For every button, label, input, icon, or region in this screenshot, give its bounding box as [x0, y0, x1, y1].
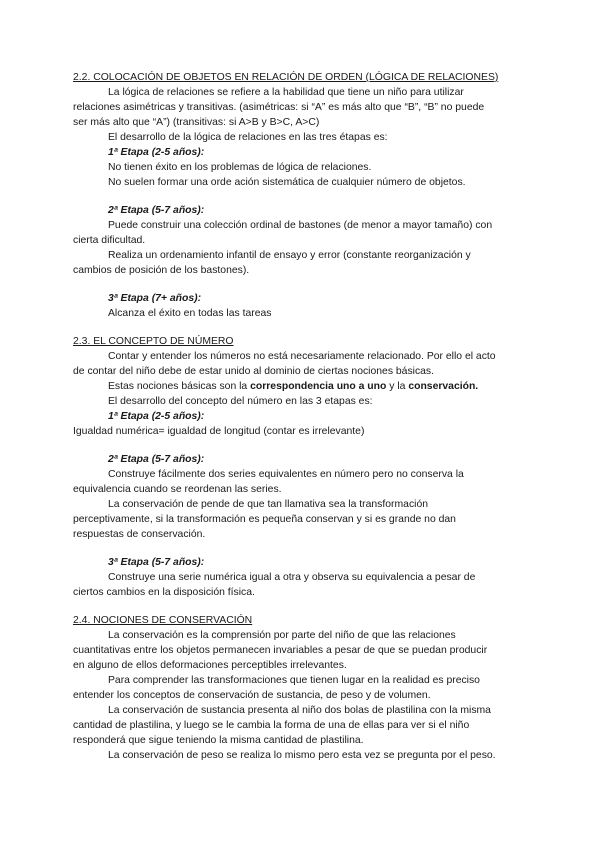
text-line: Igualdad numérica= igualdad de longitud (contar es irrelevante) [73, 426, 365, 437]
text-line: perceptivamente, si la transformación es pequeña conservan y si es grande no dan [73, 514, 456, 525]
text-line: La conservación es la comprensión por parte del niño de que las relaciones [108, 630, 456, 641]
stage-title: 2ª Etapa (5-7 años): [108, 454, 205, 465]
text-line: de contar del niño debe de estar unido al dominio de ciertas nociones básicas. [73, 366, 435, 377]
text-line: Para comprender las transformaciones que tienen lugar en la realidad es preciso [108, 675, 480, 686]
text-line: ser más alto que “A”) (transitivas: si A>B y B>C, A>C) [73, 117, 320, 128]
text-line: en alguno de ellos deformaciones perceptibles irrelevantes. [73, 660, 347, 671]
stage-title: 1ª Etapa (2-5 años): [108, 411, 205, 422]
section-heading: 2.2. COLOCACIÓN DE OBJETOS EN RELACIÓN DE ORDEN (LÓGICA DE RELACIONES) [73, 72, 499, 83]
section-heading: 2.3. EL CONCEPTO DE NÚMERO [73, 336, 234, 347]
text-line: Construye una serie numérica igual a otra y observa su equivalencia a pesar de [108, 572, 476, 583]
text-line: Alcanza el éxito en todas las tareas [108, 308, 272, 319]
text-run: y la [386, 381, 409, 392]
text-line: No tienen éxito en los problemas de lógica de relaciones. [108, 162, 372, 173]
stage-title: 3ª Etapa (7+ años): [108, 293, 202, 304]
text-line: La conservación de pende de que tan llamativa sea la transformación [108, 499, 428, 510]
text-line: No suelen formar una orde ación sistemática de cualquier número de objetos. [108, 177, 466, 188]
stage-title: 1ª Etapa (2-5 años): [108, 147, 205, 158]
text-line: relaciones asimétricas y transitivas. (asimétricas: si “A” es más alto que “B”, “B” no puede [73, 102, 485, 113]
text-line: cuantitativas entre los objetos permanecen invariables a pesar de que se puedan producir [73, 645, 488, 656]
section-2-3 [73, 334, 533, 439]
text-line: La conservación de sustancia presenta al niño dos bolas de plastilina con la misma [108, 705, 491, 716]
text-line: Puede construir una colección ordinal de bastones (de menor a mayor tamaño) con [108, 220, 493, 231]
section-heading: 2.4. NOCIONES DE CONSERVACIÓN [73, 615, 253, 626]
text-line: La lógica de relaciones se refiere a la habilidad que tiene un niño para utilizar [108, 87, 464, 98]
stage-3-block [73, 555, 533, 600]
text-line: cierta dificultad. [73, 235, 146, 246]
stage-title: 2ª Etapa (5-7 años): [108, 205, 205, 216]
text-line: Construye fácilmente dos series equivalentes en número pero no conserva la [108, 469, 464, 480]
text-line: responderá que sigue teniendo la misma cantidad de plastilina. [73, 735, 364, 746]
section-2-2 [73, 70, 533, 190]
text-line: El desarrollo de la lógica de relaciones en las tres étapas es: [108, 132, 388, 143]
text-line: Contar y entender los números no está necesariamente relacionado. Por ello el acto [108, 351, 496, 362]
text-line: cambios de posición de los bastones). [73, 265, 250, 276]
text-line: La conservación de peso se realiza lo mismo pero esta vez se pregunta por el peso. [108, 750, 496, 761]
text-line: ciertos cambios en la disposición física. [73, 587, 255, 598]
text-line: El desarrollo del concepto del número en las 3 etapas es: [108, 396, 373, 407]
text-line: Realiza un ordenamiento infantil de ensayo y error (constante reorganización y [108, 250, 471, 261]
stage-2-block [73, 203, 533, 278]
text-line: entender los conceptos de conservación de sustancia, de peso y de volumen. [73, 690, 431, 701]
stage-3-block [73, 291, 533, 321]
text-line: cantidad de plastilina, y luego se le cambia la forma de una de ellas para ver si el niño [73, 720, 470, 731]
stage-2-block [73, 452, 533, 542]
text-line: respuestas de conservación. [73, 529, 206, 540]
text-line: equivalencia cuando se reordenan las series. [73, 484, 282, 495]
text-run: Estas nociones básicas son la [108, 381, 251, 392]
bold-term: correspondencia uno a uno [250, 381, 387, 392]
section-2-4 [73, 613, 533, 763]
stage-title: 3ª Etapa (5-7 años): [108, 557, 205, 568]
text-line [73, 379, 533, 394]
bold-term: conservación. [408, 381, 479, 392]
